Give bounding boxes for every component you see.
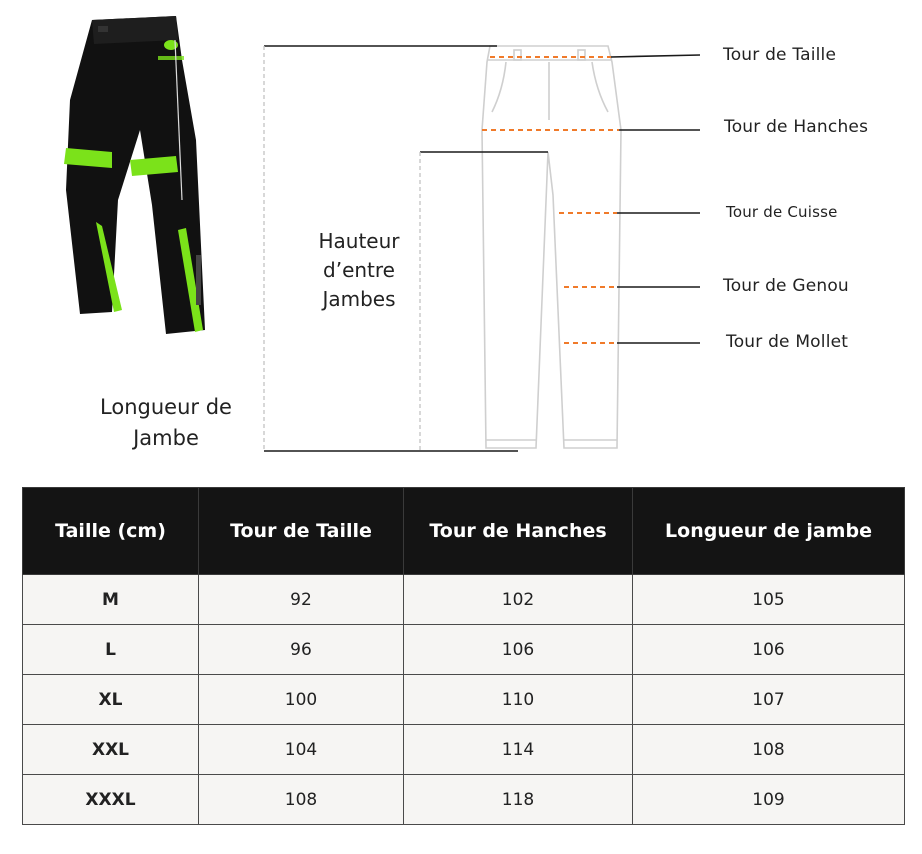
longueur-line-2: Jambe bbox=[133, 426, 199, 450]
label-tour-de-hanches: Tour de Hanches bbox=[724, 117, 869, 137]
label-longueur-de-jambe bbox=[86, 392, 246, 454]
table-row bbox=[23, 725, 905, 775]
cell-tour-de-hanches: 110 bbox=[404, 675, 633, 725]
longueur-line-1: Longueur de bbox=[100, 395, 232, 419]
cell-tour-de-taille: 92 bbox=[199, 575, 404, 625]
cell-tour-de-taille: 96 bbox=[199, 625, 404, 675]
table-header-row bbox=[23, 488, 905, 575]
cell-tour-de-hanches: 102 bbox=[404, 575, 633, 625]
cell-longueur-de-jambe: 107 bbox=[633, 675, 905, 725]
cell-tour-de-hanches: 114 bbox=[404, 725, 633, 775]
cell-size: XL bbox=[23, 675, 199, 725]
cell-tour-de-hanches: 118 bbox=[404, 775, 633, 825]
measurement-markers bbox=[482, 57, 619, 343]
table-row bbox=[23, 675, 905, 725]
header-tour-de-taille: Tour de Taille bbox=[199, 488, 404, 575]
size-chart-table bbox=[22, 487, 905, 825]
cell-longueur-de-jambe: 108 bbox=[633, 725, 905, 775]
label-hauteur-entre-jambes bbox=[300, 227, 418, 314]
cell-size: M bbox=[23, 575, 199, 625]
cell-longueur-de-jambe: 106 bbox=[633, 625, 905, 675]
table-row bbox=[23, 575, 905, 625]
cell-tour-de-taille: 100 bbox=[199, 675, 404, 725]
hauteur-line-3: Jambes bbox=[322, 287, 396, 311]
header-longueur-de-jambe: Longueur de jambe bbox=[633, 488, 905, 575]
cell-size: XXL bbox=[23, 725, 199, 775]
table-row bbox=[23, 625, 905, 675]
cell-size: L bbox=[23, 625, 199, 675]
header-tour-de-hanches: Tour de Hanches bbox=[404, 488, 633, 575]
hauteur-line-2: d’entre bbox=[323, 258, 395, 282]
hauteur-line-1: Hauteur bbox=[318, 229, 400, 253]
cell-tour-de-taille: 108 bbox=[199, 775, 404, 825]
header-taille: Taille (cm) bbox=[23, 488, 199, 575]
cell-size: XXXL bbox=[23, 775, 199, 825]
table-row bbox=[23, 775, 905, 825]
cell-tour-de-taille: 104 bbox=[199, 725, 404, 775]
label-tour-de-taille: Tour de Taille bbox=[723, 45, 837, 65]
cell-tour-de-hanches: 106 bbox=[404, 625, 633, 675]
product-trousers-image bbox=[64, 16, 205, 334]
label-tour-de-genou: Tour de Genou bbox=[723, 276, 849, 296]
label-tour-de-mollet: Tour de Mollet bbox=[726, 332, 849, 352]
label-tour-de-cuisse: Tour de Cuisse bbox=[726, 203, 838, 221]
trouser-outline-drawing bbox=[482, 46, 621, 448]
cell-longueur-de-jambe: 105 bbox=[633, 575, 905, 625]
cell-longueur-de-jambe: 109 bbox=[633, 775, 905, 825]
leader-lines bbox=[611, 55, 700, 343]
